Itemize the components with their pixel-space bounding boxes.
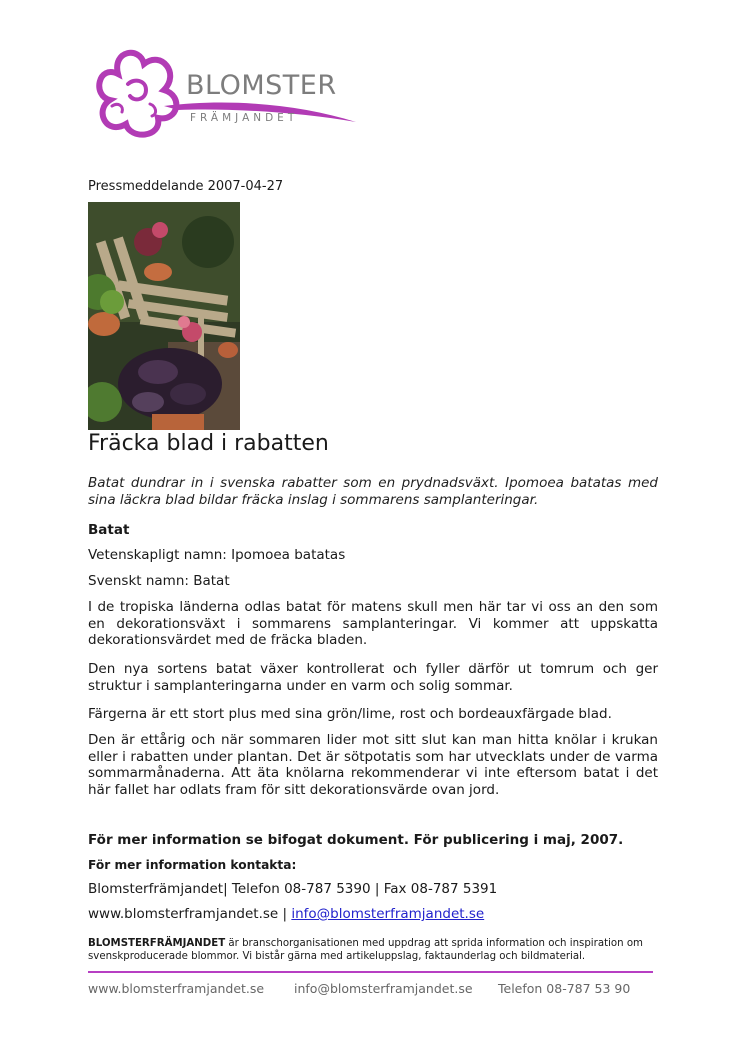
about-text: är branschorganisationen med uppdrag att sprida information och inspiration om svenskproducerade blommor. Vi bistår gärna med artikeluppslag, faktaunderlag och bildmaterial.: [88, 938, 643, 962]
section-heading: Batat: [88, 522, 130, 538]
paragraph-2: Den nya sortens batat växer kontrollerat och fyller därför ut tomrum och ger struktur i samplanteringarna under en varm och solig sommar.: [88, 661, 658, 694]
footer-phone: Telefon 08-787 53 90: [498, 981, 631, 996]
publication-info: För mer information se bifogat dokument. För publicering i maj, 2007.: [88, 832, 624, 848]
website-link[interactable]: www.blomsterframjandet.se: [88, 906, 279, 922]
about-org-name: BLOMSTERFRÄMJANDET: [88, 938, 226, 949]
footer-email[interactable]: info@blomsterframjandet.se: [294, 981, 473, 996]
about-organisation: [88, 937, 658, 963]
lead-paragraph: Batat dundrar in i svenska rabatter som en prydnadsväxt. Ipomoea batatas med sina läckra blad bildar fräcka inslag i sommarens samplanteringar.: [88, 475, 658, 508]
web-line: [88, 906, 658, 923]
swedish-name: Svenskt namn: Batat: [88, 573, 230, 589]
email-link[interactable]: info@blomsterframjandet.se: [291, 906, 485, 922]
contact-line: Blomsterfrämjandet| Telefon 08-787 5390 | Fax 08-787 5391: [88, 881, 498, 897]
paragraph-3: Färgerna är ett stort plus med sina grön/lime, rost och bordeauxfärgade blad.: [88, 706, 612, 722]
garden-photo: [88, 202, 240, 430]
logo-wordmark: BLOMSTER: [186, 70, 337, 101]
page-title: Fräcka blad i rabatten: [88, 431, 329, 456]
paragraph-4: Den är ettårig och när sommaren lider mot sitt slut kan man hitta knölar i krukan eller i rabatten under plantan. Det är sötpotatis som har utvecklats under de varma sommarmånaderna. Att äta knölarna rekommenderar vi inte eftersom batat i det här fallet har odlats fram för sitt dekorationsvärde ovan jord.: [88, 732, 658, 798]
scientific-name: Vetenskapligt namn: Ipomoea batatas: [88, 547, 346, 563]
footer-website[interactable]: www.blomsterframjandet.se: [88, 981, 265, 996]
paragraph-1: I de tropiska länderna odlas batat för matens skull men här tar vi oss an den som en dekorationsväxt i sommarens samplanteringar. Vi kommer att uppskatta dekorationsvärdet med de fräcka bladen.: [88, 599, 658, 648]
flower-icon: [99, 53, 176, 135]
contact-heading: För mer information kontakta:: [88, 858, 297, 872]
separator: |: [278, 906, 292, 922]
logo-subtitle: FRÄMJANDET: [190, 112, 299, 124]
press-release-date: Pressmeddelande 2007-04-27: [88, 179, 284, 194]
footer-divider: [88, 971, 653, 973]
